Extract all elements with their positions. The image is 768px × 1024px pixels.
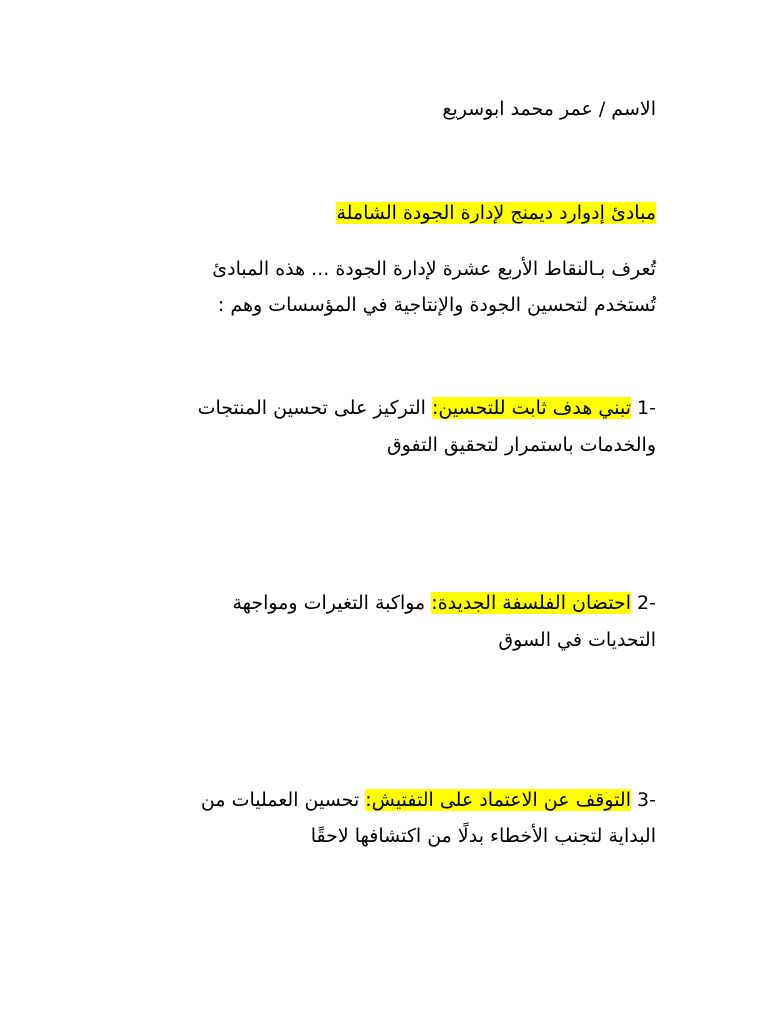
- principle-1-line-2: والخدمات باستمرار لتحقيق التفوق: [386, 434, 656, 456]
- document-heading: [96, 200, 656, 226]
- heading-text: مبادئ إدوارد ديمنج لإدارة الجودة الشاملة: [336, 202, 656, 224]
- principle-3-line-2: البداية لتجنب الأخطاء بدلًا من اكتشافها لاحقًا: [310, 825, 656, 847]
- principle-number: 3-: [637, 789, 656, 811]
- principle-title: احتضان الفلسفة الجديدة:: [431, 592, 631, 614]
- principle-text: التركيز على تحسين المنتجات: [197, 397, 426, 419]
- intro-line-1: تُعرف بـالنقاط الأربع عشرة لإدارة الجودة ... هذه المبادئ: [212, 258, 656, 280]
- principle-number: 2-: [637, 592, 656, 614]
- principle-title: تبني هدف ثابت للتحسين:: [431, 397, 631, 419]
- author-name: الاسم / عمر محمد ابوسريع: [442, 98, 656, 120]
- principle-number: 1-: [637, 397, 656, 419]
- intro-line-2: تُستخدم لتحسين الجودة والإنتاجية في المؤسسات وهم :: [217, 294, 656, 316]
- principle-text: مواكبة التغيرات ومواجهة: [232, 592, 426, 614]
- principle-3-line-1: [96, 787, 656, 813]
- principle-2-line-2: التحديات في السوق: [498, 629, 656, 651]
- principle-title: التوقف عن الاعتماد على التفتيش:: [365, 789, 631, 811]
- principle-2-line-1: [96, 590, 656, 616]
- principle-text: تحسين العمليات من: [200, 789, 360, 811]
- principle-1-line-1: [96, 395, 656, 421]
